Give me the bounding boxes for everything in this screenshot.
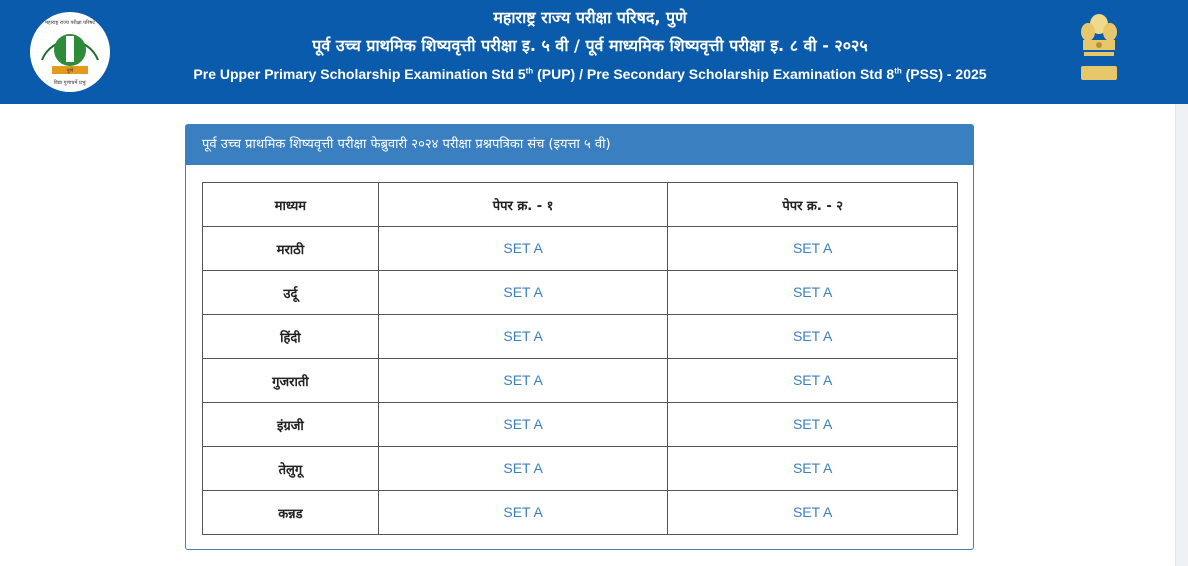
paper-2-set-a-link[interactable]: SET A [792,284,833,300]
medium-cell: मराठी [203,227,379,271]
paper-1-cell [378,403,668,447]
header-english-sup-2: th [894,66,902,76]
header-english-part-3: (PSS) - 2025 [901,66,987,82]
paper-2-set-a-link[interactable]: SET A [792,372,833,388]
paper-1-set-a-link[interactable]: SET A [503,416,543,432]
paper-1-cell [378,315,668,359]
question-papers-panel [185,124,974,550]
table-row [203,447,958,491]
table-row [203,227,958,271]
logo-arc-text: महाराष्ट्र राज्य परीक्षा परिषद [45,20,95,26]
medium-cell: उर्दू [203,271,379,315]
header-english-part-1: Pre Upper Primary Scholarship Examination Std 5 [193,66,526,82]
paper-2-cell [668,491,958,535]
paper-2-cell [668,447,958,491]
paper-1-cell [378,271,668,315]
paper-2-cell [668,403,958,447]
table-header-row [203,183,958,227]
medium-cell: तेलुगू [203,447,379,491]
paper-1-set-a-link[interactable]: SET A [503,504,543,520]
panel-title: पूर्व उच्च प्राथमिक शिष्यवृत्ती परीक्षा फेब्रुवारी २०२४ परीक्षा प्रश्नपत्रिका संच (इयत्ता ५ वी) [186,125,973,165]
paper-1-set-a-link[interactable]: SET A [503,460,543,476]
logo-city-text: पुणे [66,68,74,74]
table-row [203,491,958,535]
paper-2-set-a-link[interactable]: SET A [792,416,833,432]
medium-cell: गुजराती [203,359,379,403]
paper-1-set-a-link[interactable]: SET A [503,372,543,388]
medium-cell: कन्नड [203,491,379,535]
header-title-org: महाराष्ट्र राज्य परीक्षा परिषद, पुणे [493,8,687,27]
paper-1-cell [378,447,668,491]
paper-1-cell [378,359,668,403]
header-title-marathi: पूर्व उच्च प्राथमिक शिष्यवृत्ती परीक्षा इ. ५ वी / पूर्व माध्यमिक शिष्यवृत्ती परीक्षा इ. ८ वी - २०२५ [312,36,868,55]
column-header-paper-2: पेपर क्र. - २ [668,183,958,227]
header-english-sup-1: th [525,66,534,76]
paper-2-set-a-link[interactable]: SET A [792,328,833,344]
paper-1-set-a-link[interactable]: SET A [503,284,543,300]
paper-1-cell [378,227,668,271]
column-header-medium: माध्यम [203,183,379,227]
msce-logo-icon [28,10,112,94]
papers-table [202,182,958,535]
header-english-part-2: (PUP) / Pre Secondary Scholarship Examination Std 8 [533,66,895,82]
table-row [203,359,958,403]
paper-2-set-a-link[interactable]: SET A [792,504,833,520]
medium-cell: हिंदी [203,315,379,359]
national-emblem-icon [1074,10,1124,86]
table-row [203,315,958,359]
medium-cell: इंग्रजी [203,403,379,447]
paper-1-set-a-link[interactable]: SET A [503,328,543,344]
paper-2-cell [668,271,958,315]
paper-2-set-a-link[interactable]: SET A [792,460,833,476]
scrollbar[interactable] [1175,104,1188,566]
site-header [0,0,1188,104]
table-row [203,271,958,315]
paper-1-set-a-link[interactable]: SET A [503,240,543,256]
logo-motto-text: विद्या गुणाधर्मे प्रभुः [53,80,87,86]
paper-2-set-a-link[interactable]: SET A [792,240,833,256]
header-title-english [130,66,1050,82]
paper-1-cell [378,491,668,535]
paper-2-cell [668,315,958,359]
paper-2-cell [668,227,958,271]
column-header-paper-1: पेपर क्र. - १ [378,183,668,227]
paper-2-cell [668,359,958,403]
table-row [203,403,958,447]
